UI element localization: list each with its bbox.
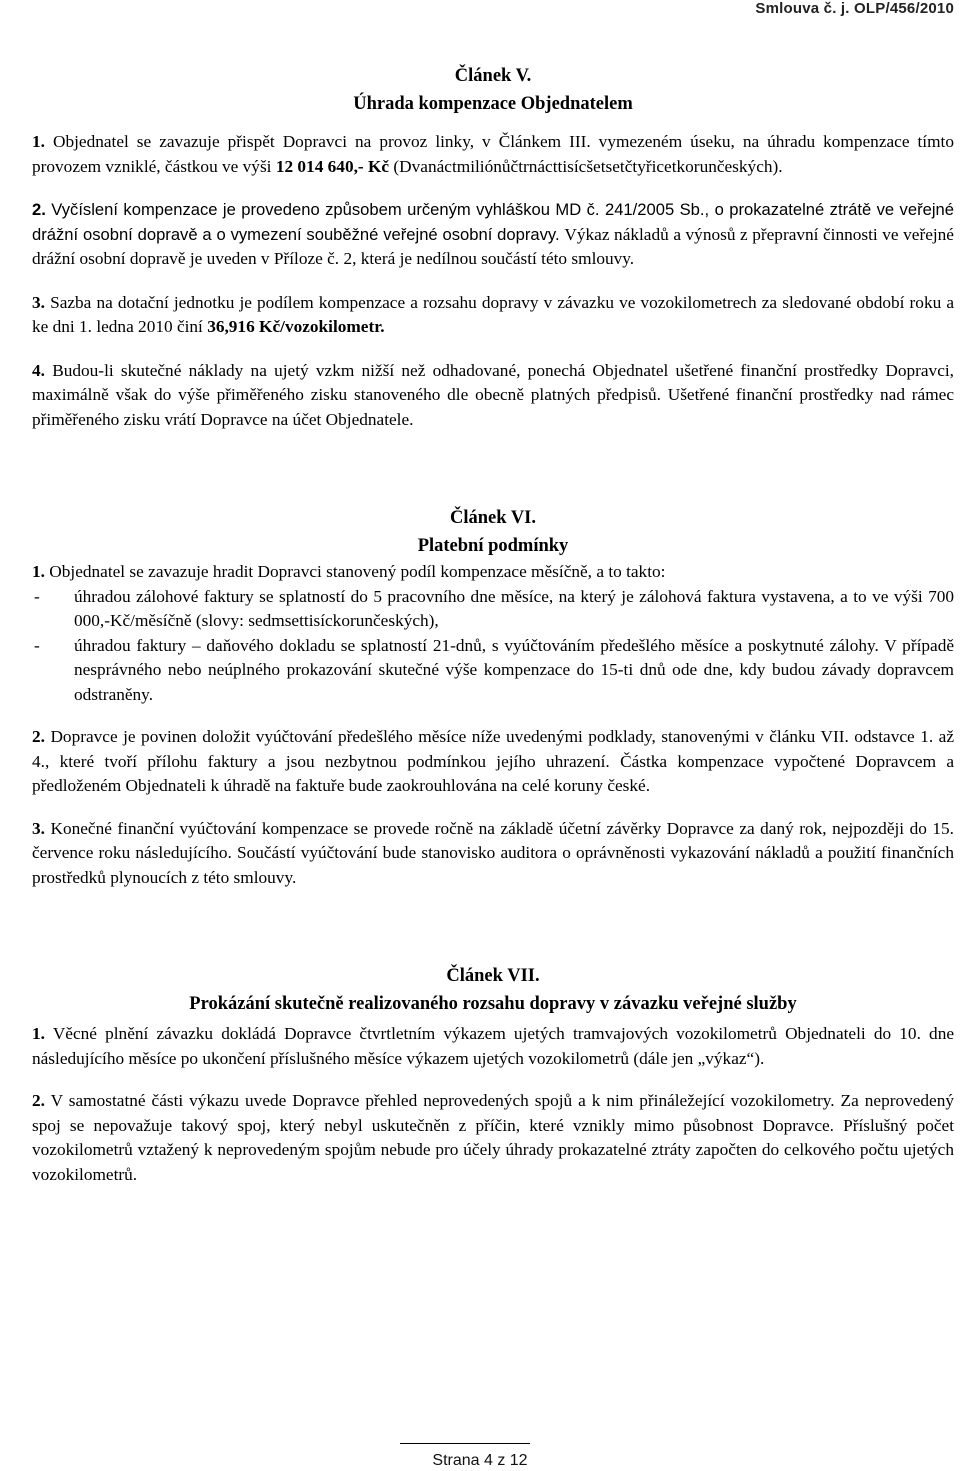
- article-7-paragraph-1: [32, 1022, 954, 1071]
- paragraph-number: 2.: [32, 1091, 45, 1110]
- item-text: úhradou faktury – daňového dokladu se splatností 21-dnů, s vyúčtováním předešlého měsíce a poskytnuté zálohy. V případě nesprávného nebo neúplného prokazování skutečné výše kompenzace do 15-ti dnů ode dne, kdy budou závady dopravcem odstraněny.: [74, 635, 954, 704]
- article-7-subtitle: Prokázání skutečně realizovaného rozsahu dopravy v závazku veřejné služby: [189, 994, 797, 1014]
- dash-bullet: -: [34, 635, 40, 655]
- article-6-title: Článek VI.: [449, 508, 536, 528]
- item-text: úhradou zálohové faktury se splatností do 5 pracovního dne měsíce, na který je zálohová faktura vystavena, a to ve výši 700 000,-Kč/měsíčně (slovy: sedmsettisíckorunčeských),: [74, 586, 954, 630]
- article-6-subtitle: Platební podmínky: [417, 536, 569, 556]
- paragraph-text: Dopravce je povinen doložit vyúčtování předešlého měsíce níže uvedenými podklady, stanovenými v článku VII. odstavce 1. až 4., které tvoří přílohu faktury a jsou nezbytnou podmínkou jejího uhrazení. Částka kompenzace vypočtené Dopravcem a předloženém Objednateli k úhradě na faktuře bude zaokrouhlována na celé koruny české.: [32, 727, 954, 795]
- payment-item-advance: [32, 585, 954, 634]
- paragraph-number: 2.: [32, 200, 46, 219]
- dash-bullet: -: [34, 586, 40, 606]
- page-number: Strana 4 z 12: [432, 1452, 528, 1469]
- amount-in-words: (Dvanáctmiliónůčtrnácttisícšetsetčtyřicetkorunčeských).: [393, 156, 783, 176]
- paragraph-text: Objednatel se zavazuje přispět Dopravci na provoz linky, v Článkem III. vymezeném úseku, na úhradu kompenzace tímto provozem vzniklé, částkou ve výši: [32, 132, 954, 176]
- contract-reference: Smlouva č. j. OLP/456/2010: [755, 0, 954, 17]
- article-5-title: Článek V.: [454, 66, 532, 86]
- compensation-amount: 12 014 640,- Kč: [275, 156, 390, 176]
- article-5-subtitle: Úhrada kompenzace Objednatelem: [353, 94, 633, 114]
- article-7-paragraph-2: [32, 1089, 954, 1187]
- payment-item-invoice: [32, 634, 954, 708]
- paragraph-text: V samostatné části výkazu uvede Dopravce přehled neprovedených spojů a k nim přináležející vozokilometry. Za neprovedený spoj se nepovažuje takový spoj, který nebyl uskutečněn z příčin, které vznikly mimo působnost Dopravce. Příslušný počet vozokilometrů vztažený k neprovedeným spojům nebude pro účely úhrady prokazatelné ztráty započten do celkového počtu ujetých vozokilometrů.: [32, 1091, 955, 1184]
- article-5-paragraph-3: [32, 291, 954, 340]
- article-5-paragraph-1: [32, 130, 954, 179]
- paragraph-text-cont: Výkaz nákladů a výnosů z přepravní činnosti ve veřejné drážní osobní dopravě je uveden v Příloze č. 2, která je nedílnou součástí této smlouvy.: [32, 224, 954, 268]
- article-5-paragraph-4: [32, 359, 954, 433]
- paragraph-number: 2.: [32, 727, 45, 746]
- paragraph-text: Objednatel se zavazuje hradit Dopravci stanovený podíl kompenzace měsíčně, a to takto:: [49, 562, 666, 581]
- rate-value: 36,916 Kč/vozokilometr.: [207, 317, 385, 336]
- paragraph-number: 1.: [32, 132, 45, 151]
- document-body: [32, 62, 954, 1187]
- article-6-paragraph-1: [32, 560, 954, 585]
- paragraph-number: 4.: [32, 360, 45, 380]
- paragraph-text: Vyčíslení kompenzace je provedeno způsobem určeným vyhláškou MD č. 241/2005 Sb., o prokazatelné ztrátě ve veřejné drážní osobní dopravě a o vymezení souběžné veřejné osobní dopravy.: [32, 200, 954, 244]
- paragraph-text: Sazba na dotační jednotku je podílem kompenzace a rozsahu dopravy v závazku ve vozokilometrech za sledované období roku a ke dni 1. ledna 2010 činí: [32, 292, 955, 336]
- paragraph-number: 3.: [32, 818, 45, 838]
- article-5-paragraph-2: [32, 198, 954, 272]
- footer-divider: [400, 1443, 530, 1444]
- paragraph-number: 1.: [32, 1024, 45, 1043]
- article-7-title: Článek VII.: [446, 966, 540, 986]
- paragraph-text: Budou-li skutečné náklady na ujetý vzkm nižší než odhadované, ponechá Objednatel ušetřené finanční prostředky Dopravci, maximálně však do výše přiměřeného zisku stanoveného dle obecně platných předpisů. Ušetřené finanční prostředky nad rámec přiměřeného zisku vrátí Dopravce na účet Objednatele.: [32, 360, 954, 429]
- paragraph-number: 1.: [32, 562, 45, 581]
- paragraph-text: Věcné plnění závazku dokládá Dopravce čtvrtletním výkazem ujetých tramvajových vozokilometrů Objednateli do 10. dne následujícího měsíce po ukončení příslušného měsíce výkazem ujetých vozokilometrů (dále jen „výkaz“).: [32, 1024, 955, 1068]
- paragraph-text: Konečné finanční vyúčtování kompenzace se provede ročně na základě účetní závěrky Dopravce za daný rok, nejpozději do 15. července roku následujícího. Součástí vyúčtování bude stanovisko auditora o oprávněnosti vykazování nákladů a použití finančních prostředků plynoucích z této smlouvy.: [32, 818, 954, 887]
- paragraph-number: 3.: [32, 292, 45, 312]
- article-6-paragraph-2: [32, 725, 954, 799]
- article-6-paragraph-3: [32, 817, 954, 891]
